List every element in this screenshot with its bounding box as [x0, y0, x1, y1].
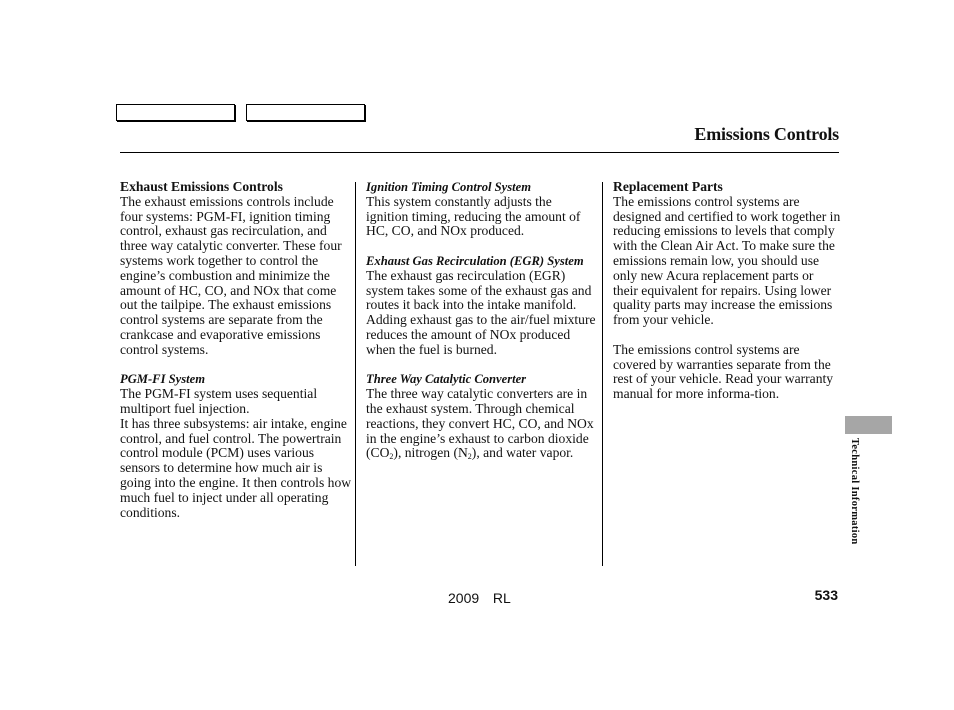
page-title: Emissions Controls	[694, 124, 839, 144]
text-pgm-fi-1: The PGM-FI system uses sequential multiport fuel injection.	[120, 386, 318, 416]
text-replacement-parts: The emissions control systems are designed and certified to work together in reducing emissions to levels that comply with the Clean Air Act. To make sure the emissions remain low, you should use only new Acura replacement parts or their equivalent for repairs. Using lower quality parts may increase the emissions from your vehicle.	[613, 193, 841, 328]
column-1	[120, 180, 352, 535]
page-number: 533	[814, 587, 838, 603]
section-tab[interactable]	[845, 416, 892, 434]
subscript-co2: 2	[389, 452, 394, 462]
text-catalytic-converter	[366, 387, 596, 465]
column-3	[613, 180, 841, 417]
text-exhaust-emissions-controls: The exhaust emissions controls include four systems: PGM-FI, ignition timing control, exhaust gas recirculation, and three way catalytic converter. These four systems work together to control the engine’s combustion and minimize the amount of HC, CO, and NOx that come out the tailpipe. The exhaust emissions control systems are separate from the crankcase and evaporative emissions control systems.	[120, 193, 342, 357]
text-catalytic-b: ), nitrogen (N	[393, 445, 468, 461]
nav-button-2[interactable]	[246, 104, 365, 121]
heading-replacement-parts: Replacement Parts	[613, 179, 723, 194]
nav-button-1[interactable]	[116, 104, 235, 121]
heading-pgm-fi-system: PGM-FI System	[120, 372, 206, 387]
heading-egr-system: Exhaust Gas Recirculation (EGR) System	[366, 253, 584, 268]
section-label: Technical Information	[849, 438, 860, 545]
text-pgm-fi-2: It has three subsystems: air intake, engine control, and fuel control. The powertrain control module (PCM) uses various sensors to determine how much air is going into the engine. It then controls how much fuel to inject under all operating conditions.	[120, 415, 352, 520]
heading-catalytic-converter: Three Way Catalytic Converter	[366, 372, 527, 387]
title-rule	[120, 152, 839, 153]
text-catalytic-c: ), and water vapor.	[471, 445, 574, 461]
column-2	[366, 180, 596, 480]
text-egr-system: The exhaust gas recirculation (EGR) system takes some of the exhaust gas and routes it back into the intake manifold. Adding exhaust gas to the air/fuel mixture reduces the amount of NOx produced when the fuel is burned.	[366, 267, 596, 357]
heading-exhaust-emissions-controls: Exhaust Emissions Controls	[120, 179, 283, 194]
column-divider-2	[602, 182, 603, 566]
text-warranty: The emissions control systems are covered by warranties separate from the rest of your vehicle. Read your warranty manual for more informa-tion.	[613, 341, 834, 402]
text-ignition-timing: This system constantly adjusts the ignition timing, reducing the amount of HC, CO, and NOx produced.	[366, 193, 581, 239]
footer-model: 2009 RL	[448, 590, 511, 606]
subscript-n2: 2	[467, 452, 472, 462]
text-catalytic-a: The three way catalytic converters are in the exhaust system. Through chemical reactions, they convert HC, CO, and NOx in the engine’s exhaust to carbon dioxide (CO	[366, 386, 594, 461]
heading-ignition-timing: Ignition Timing Control System	[366, 180, 532, 194]
column-divider-1	[355, 182, 356, 566]
